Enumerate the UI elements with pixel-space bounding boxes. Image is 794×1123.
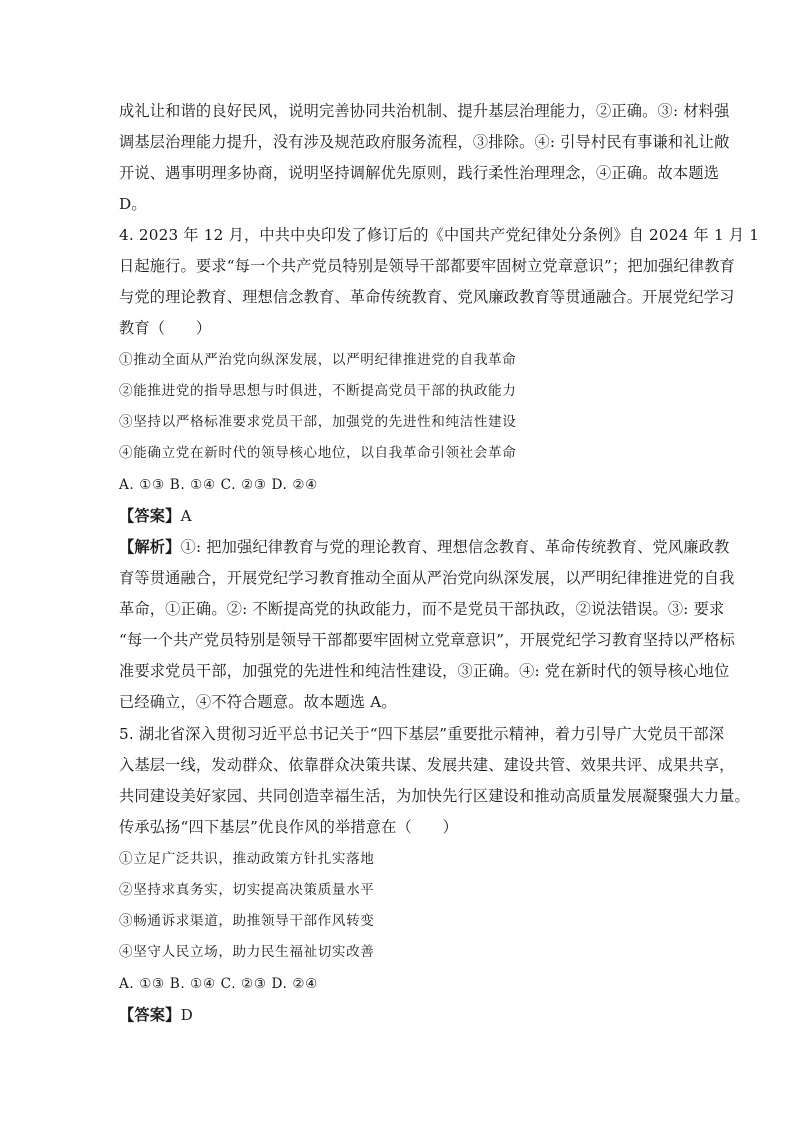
answer-label: 【答案】	[119, 507, 181, 525]
question-4-option-2: ②能推进党的指导思想与时俱进，不断提高党员干部的执政能力	[119, 383, 517, 399]
question-5-stem-line-3: 共同建设美好家园、共同创造幸福生活，为加快先行区建设和推动高质量发展凝聚强大力量。	[119, 787, 750, 805]
answer-value: A	[180, 507, 192, 525]
question-4-option-1: ①推动全面从严治党向纵深发展，以严明纪律推进党的自我革命	[119, 352, 517, 368]
question-5-answer	[119, 1005, 193, 1025]
answer-value: D	[180, 1006, 193, 1024]
question-5-option-4: ④坚守人民立场，助力民生福祉切实改善	[119, 944, 375, 960]
question-5-stem-line-4: 传承弘扬“四下基层”优良作风的举措意在（ ）	[119, 818, 459, 836]
question-4-explanation-line-6: 已经确立，④不符合题意。故本题选 A。	[119, 693, 397, 711]
question-5-choices: A. ①③ B. ①④ C. ②③ D. ②④	[119, 976, 318, 992]
question-4-choices: A. ①③ B. ①④ C. ②③ D. ②④	[119, 477, 318, 493]
question-5-option-1: ①立足广泛共识，推动政策方针扎实落地	[119, 851, 375, 867]
answer-label: 【答案】	[119, 1006, 181, 1024]
question-4-option-3: ③坚持以严格标准要求党员干部，加强党的先进性和纯洁性建设	[119, 414, 517, 430]
question-4-explanation-line-5: 准要求党员干部，加强党的先进性和纯洁性建设，③正确。④: 党在新时代的领导核心地位	[119, 662, 730, 680]
question-4-stem-line-3: 与党的理论教育、理想信念教育、革命传统教育、党风廉政教育等贯通融合。开展党纪学习	[119, 288, 735, 306]
question-4-answer	[119, 506, 192, 526]
question-5-option-2: ②坚持求真务实，切实提高决策质量水平	[119, 882, 375, 898]
question-5-stem-line-1: 5. 湖北省深入贯彻习近平总书记关于“四下基层”重要批示精神，着力引导广大党员干部深	[119, 725, 725, 743]
explanation-text: ①: 把加强纪律教育与党的理论教育、理想信念教育、革命传统教育、党风廉政教	[180, 538, 730, 556]
question-5-stem-line-2: 入基层一线，发动群众、依靠群众决策共谋、发展共建、建设共管、效果共评、成果共享，	[119, 756, 735, 774]
explanation-continued-line-3: 开说、遇事明理多协商，说明坚持调解优先原则，践行柔性治理理念，④正确。故本题选	[119, 164, 720, 182]
explanation-label: 【解析】	[119, 538, 181, 556]
question-4-option-4: ④能确立党在新时代的领导核心地位，以自我革命引领社会革命	[119, 445, 517, 461]
explanation-continued-line-4: D。	[119, 195, 147, 213]
question-4-stem-line-4: 教育（ ）	[119, 319, 212, 337]
explanation-continued-line-2: 调基层治理能力提升，没有涉及规范政府服务流程，③排除。④: 引导村民有事谦和礼让敞	[119, 133, 730, 151]
question-4-stem-line-2: 日起施行。要求“每一个共产党员特别是领导干部都要牢固树立党章意识”；把加强纪律教育	[119, 257, 736, 275]
question-4-explanation-line-3: 革命，①正确。②: 不断提高党的执政能力，而不是党员干部执政，②说法错误。③: 要求	[119, 600, 725, 618]
question-4-explanation-line-2: 育等贯通融合，开展党纪学习教育推动全面从严治党向纵深发展，以严明纪律推进党的自我	[119, 569, 735, 587]
explanation-continued-line-1: 成礼让和谐的良好民风，说明完善协同共治机制、提升基层治理能力，②正确。③: 材料强	[119, 102, 730, 120]
question-4-stem-line-1: 4. 2023 年 12 月，中共中央印发了修订后的《中国共产党纪律处分条例》自 2024 年 1 月 1	[119, 226, 760, 244]
question-4-explanation-line-1	[119, 537, 729, 557]
question-5-option-3: ③畅通诉求渠道，助推领导干部作风转变	[119, 913, 375, 929]
question-4-explanation-line-4: “每一个共产党员特别是领导干部都要牢固树立党章意识”，开展党纪学习教育坚持以严格标	[119, 631, 736, 649]
